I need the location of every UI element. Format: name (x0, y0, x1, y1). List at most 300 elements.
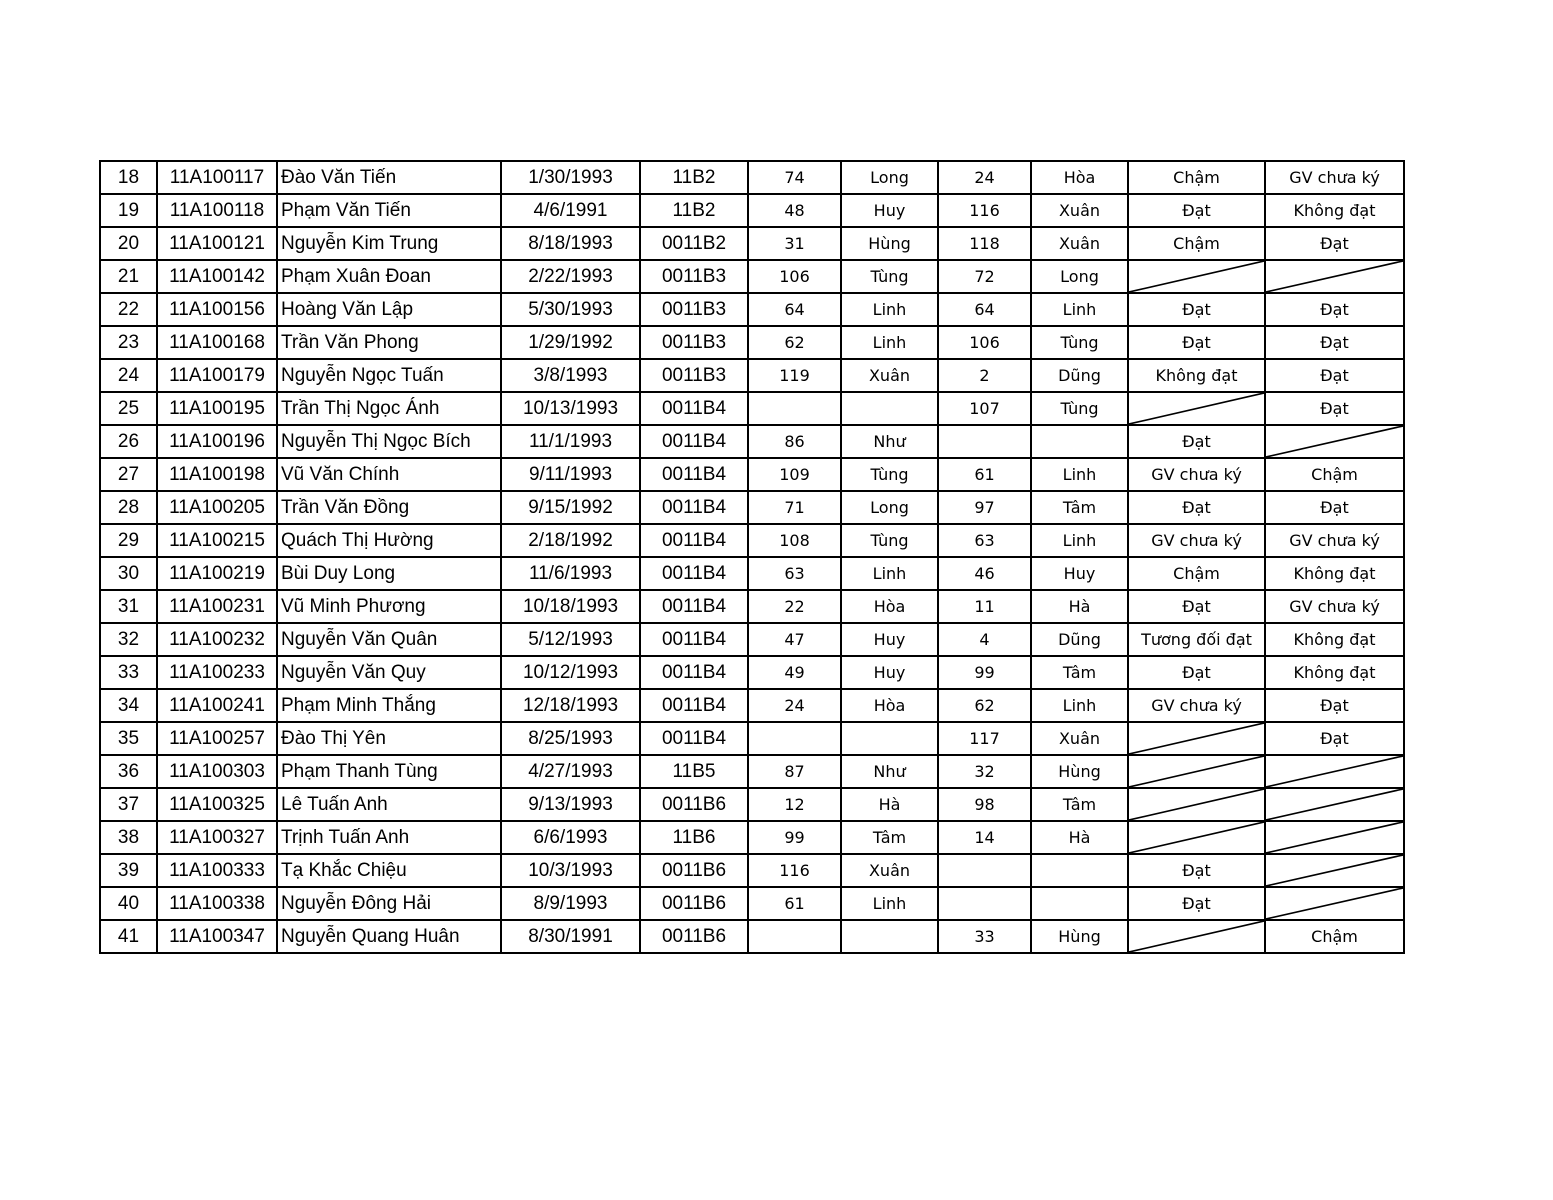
cell-student-name: Trịnh Tuấn Anh (277, 821, 501, 854)
cell-student-name: Trần Văn Phong (277, 326, 501, 359)
diagonal-slash-icon (1266, 756, 1403, 787)
cell-result-1-empty (1128, 821, 1265, 854)
cell-stt: 37 (100, 788, 157, 821)
cell-number-1: 71 (748, 491, 841, 524)
cell-number-2: 97 (938, 491, 1031, 524)
cell-number-2: 117 (938, 722, 1031, 755)
cell-teacher-1 (841, 920, 938, 953)
cell-stt: 25 (100, 392, 157, 425)
cell-birth-date: 9/13/1993 (501, 788, 640, 821)
cell-result-2: Không đạt (1265, 194, 1404, 227)
cell-student-id: 11A100142 (157, 260, 277, 293)
table-row (100, 326, 1404, 359)
cell-result-1: Đạt (1128, 326, 1265, 359)
cell-number-1: 22 (748, 590, 841, 623)
cell-stt: 21 (100, 260, 157, 293)
cell-teacher-2: Xuân (1031, 194, 1128, 227)
cell-teacher-1: Hòa (841, 689, 938, 722)
cell-birth-date: 10/3/1993 (501, 854, 640, 887)
cell-number-2: 24 (938, 161, 1031, 194)
cell-student-id: 11A100118 (157, 194, 277, 227)
cell-number-1: 74 (748, 161, 841, 194)
cell-result-2-empty (1265, 755, 1404, 788)
cell-class: 11B5 (640, 755, 748, 788)
cell-stt: 39 (100, 854, 157, 887)
cell-teacher-2: Tâm (1031, 788, 1128, 821)
cell-class: 0011B6 (640, 854, 748, 887)
cell-student-id: 11A100338 (157, 887, 277, 920)
cell-stt: 34 (100, 689, 157, 722)
cell-teacher-2: Tùng (1031, 326, 1128, 359)
cell-birth-date: 2/22/1993 (501, 260, 640, 293)
cell-stt: 18 (100, 161, 157, 194)
cell-student-name: Nguyễn Kim Trung (277, 227, 501, 260)
cell-class: 0011B2 (640, 227, 748, 260)
cell-birth-date: 12/18/1993 (501, 689, 640, 722)
cell-stt: 26 (100, 425, 157, 458)
cell-student-id: 11A100156 (157, 293, 277, 326)
cell-class: 11B2 (640, 161, 748, 194)
cell-teacher-1 (841, 392, 938, 425)
cell-result-1: Chậm (1128, 161, 1265, 194)
cell-number-2: 116 (938, 194, 1031, 227)
cell-number-1: 12 (748, 788, 841, 821)
cell-number-1: 47 (748, 623, 841, 656)
cell-birth-date: 9/11/1993 (501, 458, 640, 491)
cell-teacher-1: Tùng (841, 458, 938, 491)
cell-student-name: Lê Tuấn Anh (277, 788, 501, 821)
cell-birth-date: 9/15/1992 (501, 491, 640, 524)
cell-teacher-1: Xuân (841, 854, 938, 887)
table-row (100, 689, 1404, 722)
cell-stt: 32 (100, 623, 157, 656)
cell-result-1: GV chưa ký (1128, 458, 1265, 491)
cell-student-id: 11A100205 (157, 491, 277, 524)
cell-result-1: Đạt (1128, 491, 1265, 524)
cell-student-name: Đào Văn Tiến (277, 161, 501, 194)
cell-number-2: 33 (938, 920, 1031, 953)
cell-result-2-empty (1265, 425, 1404, 458)
cell-student-id: 11A100231 (157, 590, 277, 623)
cell-class: 0011B4 (640, 623, 748, 656)
table-row (100, 359, 1404, 392)
cell-teacher-2: Xuân (1031, 722, 1128, 755)
cell-result-2-empty (1265, 821, 1404, 854)
cell-birth-date: 6/6/1993 (501, 821, 640, 854)
cell-student-id: 11A100303 (157, 755, 277, 788)
cell-number-1: 31 (748, 227, 841, 260)
cell-result-2: Không đạt (1265, 557, 1404, 590)
cell-student-id: 11A100233 (157, 656, 277, 689)
cell-teacher-1: Hòa (841, 590, 938, 623)
cell-class: 11B6 (640, 821, 748, 854)
cell-stt: 38 (100, 821, 157, 854)
cell-teacher-2: Huy (1031, 557, 1128, 590)
cell-student-name: Phạm Văn Tiến (277, 194, 501, 227)
diagonal-slash-icon (1266, 855, 1403, 886)
cell-number-2: 14 (938, 821, 1031, 854)
cell-number-1: 62 (748, 326, 841, 359)
cell-number-2: 32 (938, 755, 1031, 788)
cell-teacher-1: Linh (841, 887, 938, 920)
table-row (100, 590, 1404, 623)
cell-student-id: 11A100219 (157, 557, 277, 590)
cell-number-1 (748, 920, 841, 953)
diagonal-slash-icon (1129, 261, 1264, 292)
cell-teacher-2: Hùng (1031, 755, 1128, 788)
cell-result-2: Đạt (1265, 293, 1404, 326)
cell-teacher-2: Hà (1031, 821, 1128, 854)
cell-teacher-1 (841, 722, 938, 755)
cell-student-id: 11A100121 (157, 227, 277, 260)
grade-table (99, 160, 1405, 954)
cell-teacher-1: Tùng (841, 524, 938, 557)
cell-student-name: Vũ Minh Phương (277, 590, 501, 623)
cell-result-1: Chậm (1128, 227, 1265, 260)
table-row (100, 920, 1404, 953)
cell-result-1: Đạt (1128, 854, 1265, 887)
cell-student-name: Phạm Xuân Đoan (277, 260, 501, 293)
cell-number-1: 119 (748, 359, 841, 392)
cell-number-2: 118 (938, 227, 1031, 260)
cell-result-2: Chậm (1265, 458, 1404, 491)
cell-teacher-2: Tâm (1031, 656, 1128, 689)
cell-teacher-2: Xuân (1031, 227, 1128, 260)
table-row (100, 260, 1404, 293)
cell-teacher-1: Tùng (841, 260, 938, 293)
cell-stt: 36 (100, 755, 157, 788)
cell-class: 0011B4 (640, 590, 748, 623)
cell-number-1: 24 (748, 689, 841, 722)
cell-stt: 19 (100, 194, 157, 227)
cell-teacher-1: Tâm (841, 821, 938, 854)
cell-stt: 22 (100, 293, 157, 326)
cell-student-id: 11A100232 (157, 623, 277, 656)
diagonal-slash-icon (1129, 756, 1264, 787)
cell-student-name: Nguyễn Văn Quy (277, 656, 501, 689)
cell-birth-date: 8/18/1993 (501, 227, 640, 260)
cell-class: 0011B4 (640, 557, 748, 590)
table-row (100, 722, 1404, 755)
cell-student-id: 11A100257 (157, 722, 277, 755)
cell-result-2: Đạt (1265, 359, 1404, 392)
table-row (100, 557, 1404, 590)
cell-number-1: 99 (748, 821, 841, 854)
cell-result-2: Chậm (1265, 920, 1404, 953)
cell-result-2: Không đạt (1265, 623, 1404, 656)
cell-result-2: Đạt (1265, 722, 1404, 755)
diagonal-slash-icon (1129, 822, 1264, 853)
cell-teacher-2: Tùng (1031, 392, 1128, 425)
cell-number-1 (748, 722, 841, 755)
cell-student-name: Nguyễn Thị Ngọc Bích (277, 425, 501, 458)
cell-number-2: 11 (938, 590, 1031, 623)
cell-student-name: Đào Thị Yên (277, 722, 501, 755)
table-row (100, 887, 1404, 920)
cell-number-2: 98 (938, 788, 1031, 821)
cell-result-2: Đạt (1265, 689, 1404, 722)
cell-student-name: Vũ Văn Chính (277, 458, 501, 491)
cell-result-1: Đạt (1128, 590, 1265, 623)
table-row (100, 227, 1404, 260)
cell-teacher-2: Hùng (1031, 920, 1128, 953)
table-row (100, 755, 1404, 788)
cell-student-id: 11A100215 (157, 524, 277, 557)
cell-result-1-empty (1128, 392, 1265, 425)
table-row (100, 854, 1404, 887)
cell-number-2: 99 (938, 656, 1031, 689)
cell-student-id: 11A100195 (157, 392, 277, 425)
cell-class: 0011B4 (640, 656, 748, 689)
cell-result-1-empty (1128, 722, 1265, 755)
cell-stt: 40 (100, 887, 157, 920)
cell-student-name: Nguyễn Văn Quân (277, 623, 501, 656)
cell-class: 0011B6 (640, 920, 748, 953)
cell-result-2-empty (1265, 788, 1404, 821)
cell-teacher-2: Dũng (1031, 359, 1128, 392)
cell-teacher-1: Hà (841, 788, 938, 821)
cell-number-1: 87 (748, 755, 841, 788)
cell-teacher-2 (1031, 425, 1128, 458)
cell-result-1: Tương đối đạt (1128, 623, 1265, 656)
cell-result-1-empty (1128, 920, 1265, 953)
cell-student-name: Tạ Khắc Chiệu (277, 854, 501, 887)
cell-birth-date: 8/30/1991 (501, 920, 640, 953)
cell-birth-date: 4/27/1993 (501, 755, 640, 788)
cell-teacher-1: Như (841, 755, 938, 788)
table-row (100, 161, 1404, 194)
cell-number-2: 106 (938, 326, 1031, 359)
cell-birth-date: 11/1/1993 (501, 425, 640, 458)
cell-student-name: Nguyễn Ngọc Tuấn (277, 359, 501, 392)
cell-number-2 (938, 425, 1031, 458)
cell-student-name: Nguyễn Đông Hải (277, 887, 501, 920)
cell-class: 0011B3 (640, 293, 748, 326)
cell-number-2: 46 (938, 557, 1031, 590)
cell-result-2: GV chưa ký (1265, 161, 1404, 194)
cell-number-1: 63 (748, 557, 841, 590)
cell-result-2: Đạt (1265, 326, 1404, 359)
cell-birth-date: 10/13/1993 (501, 392, 640, 425)
table-row (100, 821, 1404, 854)
cell-number-1: 86 (748, 425, 841, 458)
cell-student-name: Quách Thị Hường (277, 524, 501, 557)
cell-result-2: Đạt (1265, 392, 1404, 425)
cell-number-2: 4 (938, 623, 1031, 656)
cell-result-1: Đạt (1128, 194, 1265, 227)
cell-student-id: 11A100333 (157, 854, 277, 887)
cell-number-1: 64 (748, 293, 841, 326)
table-row (100, 194, 1404, 227)
cell-class: 0011B3 (640, 260, 748, 293)
diagonal-slash-icon (1129, 393, 1264, 424)
cell-stt: 33 (100, 656, 157, 689)
cell-number-1: 116 (748, 854, 841, 887)
diagonal-slash-icon (1266, 426, 1403, 457)
cell-teacher-1: Huy (841, 194, 938, 227)
cell-stt: 30 (100, 557, 157, 590)
cell-result-2-empty (1265, 854, 1404, 887)
cell-birth-date: 10/12/1993 (501, 656, 640, 689)
cell-number-2 (938, 854, 1031, 887)
cell-number-2: 72 (938, 260, 1031, 293)
cell-class: 0011B4 (640, 491, 748, 524)
cell-student-id: 11A100325 (157, 788, 277, 821)
cell-teacher-2: Hà (1031, 590, 1128, 623)
cell-stt: 20 (100, 227, 157, 260)
cell-teacher-2: Linh (1031, 689, 1128, 722)
cell-birth-date: 4/6/1991 (501, 194, 640, 227)
table-row (100, 524, 1404, 557)
table-row (100, 491, 1404, 524)
cell-number-1: 48 (748, 194, 841, 227)
cell-result-1: Không đạt (1128, 359, 1265, 392)
cell-result-1: Đạt (1128, 887, 1265, 920)
cell-class: 11B2 (640, 194, 748, 227)
cell-teacher-2 (1031, 887, 1128, 920)
cell-birth-date: 1/30/1993 (501, 161, 640, 194)
table-row (100, 788, 1404, 821)
cell-class: 0011B4 (640, 524, 748, 557)
table-row (100, 656, 1404, 689)
cell-result-2: GV chưa ký (1265, 524, 1404, 557)
cell-class: 0011B3 (640, 326, 748, 359)
cell-number-2: 63 (938, 524, 1031, 557)
cell-result-2-empty (1265, 887, 1404, 920)
cell-stt: 35 (100, 722, 157, 755)
cell-birth-date: 10/18/1993 (501, 590, 640, 623)
cell-teacher-2: Dũng (1031, 623, 1128, 656)
cell-result-1-empty (1128, 260, 1265, 293)
cell-result-2: Đạt (1265, 227, 1404, 260)
cell-result-2: GV chưa ký (1265, 590, 1404, 623)
cell-result-1: GV chưa ký (1128, 689, 1265, 722)
cell-student-name: Bùi Duy Long (277, 557, 501, 590)
cell-birth-date: 11/6/1993 (501, 557, 640, 590)
diagonal-slash-icon (1266, 822, 1403, 853)
cell-number-2: 107 (938, 392, 1031, 425)
diagonal-slash-icon (1266, 789, 1403, 820)
cell-stt: 31 (100, 590, 157, 623)
cell-teacher-2: Linh (1031, 524, 1128, 557)
cell-birth-date: 2/18/1992 (501, 524, 640, 557)
cell-teacher-1: Hùng (841, 227, 938, 260)
cell-stt: 23 (100, 326, 157, 359)
cell-number-1: 61 (748, 887, 841, 920)
table-row (100, 458, 1404, 491)
cell-student-id: 11A100347 (157, 920, 277, 953)
diagonal-slash-icon (1266, 888, 1403, 919)
cell-birth-date: 8/25/1993 (501, 722, 640, 755)
cell-number-2: 62 (938, 689, 1031, 722)
cell-student-name: Nguyễn Quang Huân (277, 920, 501, 953)
cell-number-2: 61 (938, 458, 1031, 491)
cell-birth-date: 8/9/1993 (501, 887, 640, 920)
cell-teacher-1: Huy (841, 656, 938, 689)
table-body (100, 161, 1404, 953)
cell-student-name: Hoàng Văn Lập (277, 293, 501, 326)
cell-student-id: 11A100327 (157, 821, 277, 854)
cell-number-1: 106 (748, 260, 841, 293)
cell-result-2: Không đạt (1265, 656, 1404, 689)
cell-number-1: 49 (748, 656, 841, 689)
cell-stt: 41 (100, 920, 157, 953)
diagonal-slash-icon (1129, 723, 1264, 754)
cell-teacher-2: Long (1031, 260, 1128, 293)
cell-number-2: 64 (938, 293, 1031, 326)
cell-stt: 28 (100, 491, 157, 524)
cell-class: 0011B4 (640, 722, 748, 755)
cell-teacher-1: Linh (841, 293, 938, 326)
cell-student-name: Trần Thị Ngọc Ánh (277, 392, 501, 425)
cell-teacher-1: Như (841, 425, 938, 458)
cell-result-1: Đạt (1128, 656, 1265, 689)
cell-class: 0011B6 (640, 788, 748, 821)
diagonal-slash-icon (1129, 789, 1264, 820)
cell-number-1 (748, 392, 841, 425)
cell-result-1-empty (1128, 788, 1265, 821)
cell-student-name: Phạm Thanh Tùng (277, 755, 501, 788)
cell-teacher-1: Xuân (841, 359, 938, 392)
cell-number-2: 2 (938, 359, 1031, 392)
cell-stt: 27 (100, 458, 157, 491)
cell-result-2-empty (1265, 260, 1404, 293)
cell-birth-date: 5/30/1993 (501, 293, 640, 326)
table-row (100, 293, 1404, 326)
cell-teacher-2: Hòa (1031, 161, 1128, 194)
cell-teacher-2: Tâm (1031, 491, 1128, 524)
cell-result-1: Đạt (1128, 293, 1265, 326)
cell-teacher-1: Long (841, 491, 938, 524)
table-row (100, 392, 1404, 425)
cell-student-id: 11A100241 (157, 689, 277, 722)
cell-student-id: 11A100196 (157, 425, 277, 458)
diagonal-slash-icon (1266, 261, 1403, 292)
cell-class: 0011B4 (640, 689, 748, 722)
cell-result-1: Đạt (1128, 425, 1265, 458)
cell-result-2: Đạt (1265, 491, 1404, 524)
cell-number-1: 108 (748, 524, 841, 557)
cell-student-name: Phạm Minh Thắng (277, 689, 501, 722)
cell-student-id: 11A100198 (157, 458, 277, 491)
cell-number-1: 109 (748, 458, 841, 491)
cell-teacher-2: Linh (1031, 458, 1128, 491)
cell-class: 0011B6 (640, 887, 748, 920)
cell-student-id: 11A100117 (157, 161, 277, 194)
cell-teacher-1: Huy (841, 623, 938, 656)
cell-class: 0011B4 (640, 392, 748, 425)
cell-student-id: 11A100168 (157, 326, 277, 359)
cell-teacher-1: Long (841, 161, 938, 194)
table-row (100, 623, 1404, 656)
cell-class: 0011B3 (640, 359, 748, 392)
cell-teacher-1: Linh (841, 326, 938, 359)
cell-number-2 (938, 887, 1031, 920)
cell-teacher-2 (1031, 854, 1128, 887)
cell-student-name: Trần Văn Đồng (277, 491, 501, 524)
cell-teacher-2: Linh (1031, 293, 1128, 326)
cell-stt: 24 (100, 359, 157, 392)
cell-stt: 29 (100, 524, 157, 557)
cell-student-id: 11A100179 (157, 359, 277, 392)
cell-class: 0011B4 (640, 458, 748, 491)
table-row (100, 425, 1404, 458)
cell-result-1-empty (1128, 755, 1265, 788)
cell-class: 0011B4 (640, 425, 748, 458)
cell-result-1: GV chưa ký (1128, 524, 1265, 557)
cell-teacher-1: Linh (841, 557, 938, 590)
diagonal-slash-icon (1129, 921, 1264, 952)
